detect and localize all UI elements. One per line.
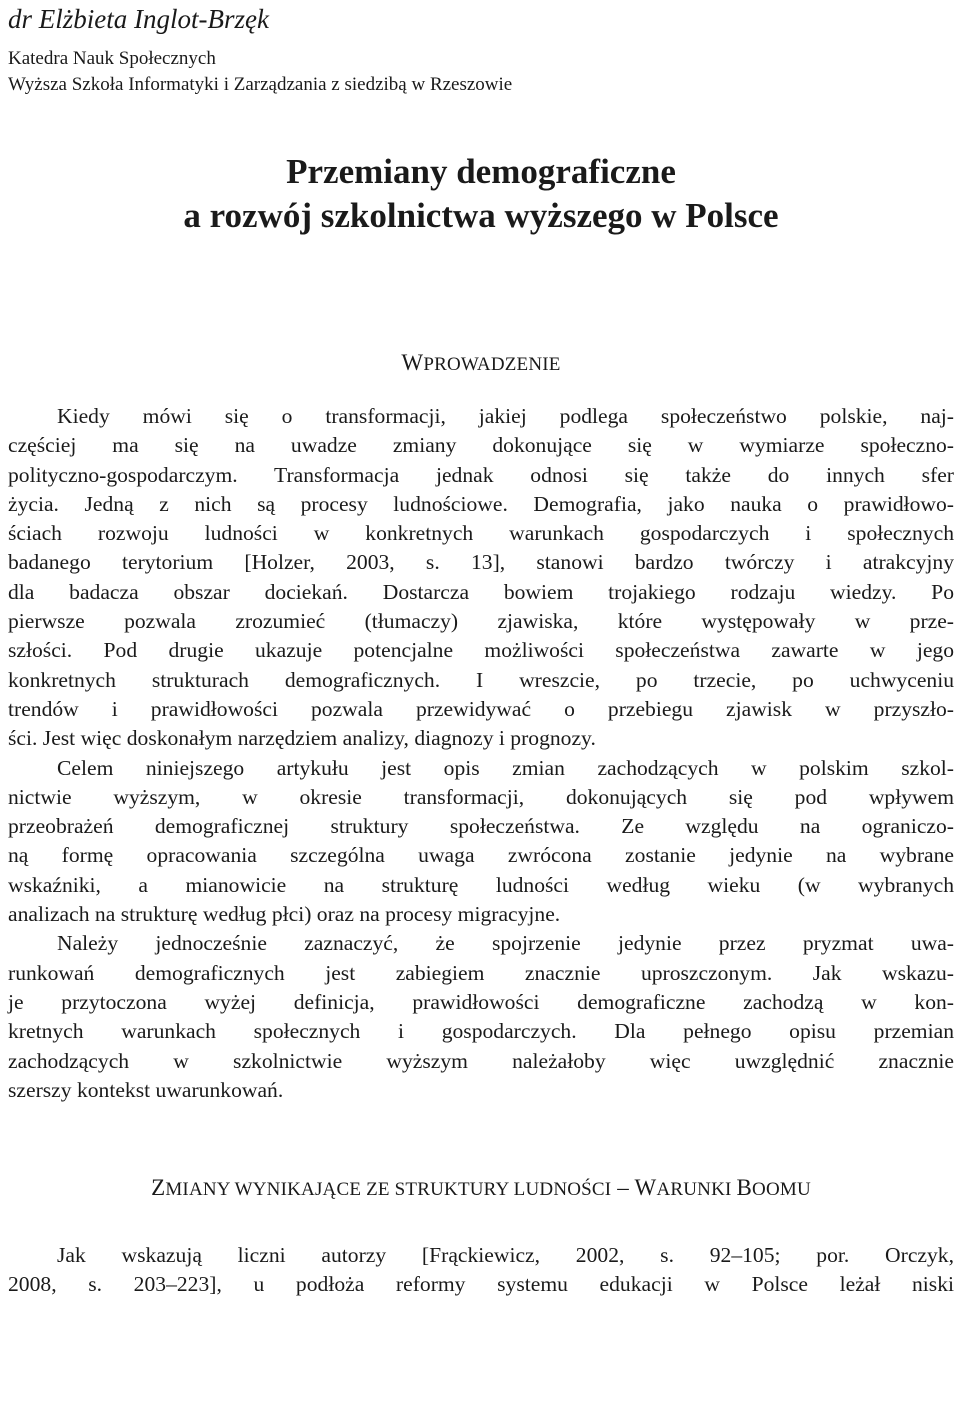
- text-line: polityczno-gospodarczym. Transformacja jednak odnosi się także do innych sfer: [8, 462, 954, 487]
- paragraph: [8, 929, 954, 1105]
- text-line: szerszy kontekst uwarunkowań.: [8, 1077, 284, 1102]
- heading-smallcaps: MIANY WYNIKAJĄCE ZE STRUKTURY LUDNOŚCI: [165, 1179, 612, 1201]
- text-line: ściach rozwoju ludności w konkretnych warunkach gospodarczych i społecznych: [8, 521, 954, 546]
- section-heading-introduction: [8, 348, 954, 380]
- article-title-line: Przemiany demograficzne: [286, 152, 676, 191]
- heading-dash: –: [611, 1175, 635, 1201]
- heading-smallcaps: OOMU: [752, 1179, 811, 1201]
- text-line: analizach na strukturę według płci) oraz na procesy migracyjne.: [8, 902, 561, 927]
- text-line: Kiedy mówi się o transformacji, jakiej podlega społeczeństwo polskie, naj-: [57, 404, 954, 428]
- heading-initial: B: [736, 1175, 753, 1201]
- text-line: Jak wskazują liczni autorzy [Frąckiewicz, 2002, s. 92–105; por. Orczyk,: [57, 1243, 954, 1268]
- text-line: częściej ma się na uwadze zmiany dokonujące się w wymiarze społeczno-: [8, 433, 954, 458]
- author-name: dr Elżbieta Inglot-Brzęk: [8, 4, 269, 34]
- article-title-line: a rozwój szkolnictwa wyższego w Polsce: [183, 196, 779, 235]
- section-heading-population-structure: [8, 1173, 954, 1205]
- heading-initial: Z: [151, 1175, 166, 1201]
- text-line: je przytoczona wyżej definicja, prawidłowości demograficzne zachodzą w kon-: [8, 989, 954, 1014]
- text-line: runkowań demograficznych jest zabiegiem znacznie uproszczonym. Jak wskazu-: [8, 960, 954, 985]
- document-page: [8, 0, 954, 1300]
- article-title: [8, 150, 954, 238]
- text-line: badanego terytorium [Holzer, 2003, s. 13], stanowi bardzo twórczy i atrakcyjny: [8, 550, 954, 575]
- text-line: trendów i prawidłowości pozwala przewidywać o przebiegu zjawisk w przyszło-: [8, 696, 954, 721]
- text-line: Należy jednocześnie zaznaczyć, że spojrzenie jedynie przez pryzmat uwa-: [57, 931, 954, 956]
- paragraph: [8, 1241, 954, 1300]
- paragraph: [8, 754, 954, 930]
- text-line: pierwsze pozwala zrozumieć (tłumaczy) zjawiska, które występowały w prze-: [8, 609, 954, 634]
- heading-initial: W: [634, 1175, 657, 1201]
- text-line: przeobrażeń demograficznej struktury społeczeństwa. Ze względu na ograniczo-: [8, 814, 954, 839]
- affiliation-school: Wyższa Szkoła Informatyki i Zarządzania z siedzibą w Rzeszowie: [8, 74, 513, 95]
- paragraph: [8, 402, 954, 754]
- heading-smallcaps: PROWADZENIE: [423, 354, 561, 375]
- heading-smallcaps: ARUNKI: [656, 1179, 737, 1201]
- heading-initial: W: [401, 350, 424, 375]
- text-line: wskaźniki, a mianowicie na strukturę ludności według wieku (w wybranych: [8, 872, 954, 897]
- text-line: konkretnych strukturach demograficznych. I wreszcie, po trzecie, po uchwyceniu: [8, 667, 954, 692]
- text-line: kretnych warunkach społecznych i gospodarczych. Dla pełnego opisu przemian: [8, 1019, 954, 1044]
- text-line: ści. Jest więc doskonałym narzędziem analizy, diagnozy i prognozy.: [8, 726, 596, 751]
- text-line: nictwie wyższym, w okresie transformacji, dokonujących się pod wpływem: [8, 784, 954, 809]
- text-line: 2008, s. 203–223], u podłoża reformy systemu edukacji w Polsce leżał niski: [8, 1272, 954, 1297]
- text-line: życia. Jedną z nich są procesy ludnościowe. Demografia, jako nauka o prawidłowo-: [8, 491, 954, 516]
- text-line: ną formę opracowania szczególna uwaga zwrócona zostanie jedynie na wybrane: [8, 843, 954, 868]
- text-line: zachodzących w szkolnictwie wyższym należałoby więc uwzględnić znacznie: [8, 1048, 954, 1073]
- text-line: szłości. Pod drugie ukazuje potencjalne możliwości społeczeństwa zawarte w jego: [8, 638, 954, 663]
- affiliation: [8, 46, 954, 98]
- text-line: dla badacza obszar dociekań. Dostarcza bowiem trojakiego rodzaju wiedzy. Po: [8, 579, 954, 604]
- text-line: Celem niniejszego artykułu jest opis zmian zachodzących w polskim szkol-: [57, 755, 954, 780]
- affiliation-department: Katedra Nauk Społecznych: [8, 48, 216, 69]
